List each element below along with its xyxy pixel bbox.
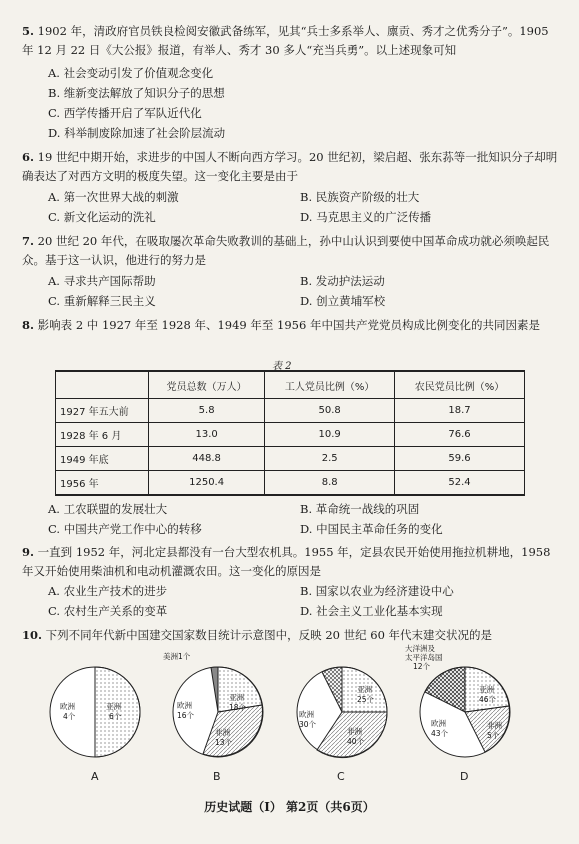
svg-text:欧洲: 欧洲 (299, 710, 314, 719)
table-cell: 1928 年 6 月 (56, 423, 149, 447)
svg-text:亚洲: 亚洲 (229, 693, 244, 702)
question-10 (22, 626, 562, 645)
question-number: 7. (22, 234, 35, 248)
option-c: C. 重新解释三民主义 (48, 294, 156, 308)
option-b: B. 维新变法解放了知识分子的思想 (48, 86, 225, 100)
svg-text:18个: 18个 (229, 703, 247, 712)
option-c: C. 农村生产关系的变革 (48, 604, 168, 618)
svg-text:美洲1个: 美洲1个 (163, 652, 191, 661)
svg-text:25个: 25个 (357, 695, 375, 704)
option-a: A. 农业生产技术的进步 (48, 584, 168, 598)
data-table (55, 370, 525, 496)
question-6 (22, 148, 562, 186)
svg-text:非洲: 非洲 (215, 728, 230, 737)
pie-chart-b (163, 650, 273, 766)
svg-text:亚洲: 亚洲 (357, 685, 372, 694)
option-b: B. 国家以农业为经济建设中心 (300, 584, 454, 598)
question-number: 9. (22, 545, 35, 559)
table-row (56, 423, 525, 447)
table-header: 农民党员比例（%） (395, 371, 525, 399)
svg-text:大洋洲及: 大洋洲及 (405, 644, 435, 653)
table-header: 工人党员比例（%） (265, 371, 395, 399)
svg-text:非洲: 非洲 (347, 727, 362, 736)
pie-label: 4个 (63, 712, 76, 721)
pie-label: 6个 (109, 712, 122, 721)
svg-text:欧洲: 欧洲 (431, 719, 446, 728)
question-number: 5. (22, 24, 35, 38)
option-c: C. 新文化运动的洗礼 (48, 210, 156, 224)
option-a: A. 社会变动引发了价值观念变化 (48, 66, 214, 80)
svg-text:非洲: 非洲 (487, 721, 502, 730)
option-b: B. 革命统一战线的巩固 (300, 502, 420, 516)
pie-chart-c (287, 662, 397, 766)
svg-text:亚洲: 亚洲 (479, 685, 494, 694)
pie-label: 欧洲 (60, 702, 75, 711)
table-cell: 5.8 (149, 399, 265, 423)
pie-letter: D (460, 770, 469, 783)
question-5 (22, 22, 562, 60)
question-stem: 20 世纪 20 年代，在吸取屡次革命失败教训的基础上，孙中山认识到要使中国革命成功就必须唤起民众。基于这一认识，他进行的努力是 (22, 234, 550, 267)
option-c: C. 西学传播开启了军队近代化 (48, 106, 202, 120)
question-stem: 19 世纪中期开始，求进步的中国人不断向西方学习。20 世纪初，梁启超、张东荪等一批知识分子却明确表达了对西方文明的极度失望。这一变化主要是由于 (22, 150, 558, 183)
pie-letter: B (213, 770, 221, 783)
table-cell: 76.6 (395, 423, 525, 447)
svg-text:43个: 43个 (431, 729, 449, 738)
option-a: A. 寻求共产国际帮助 (48, 274, 156, 288)
table-row (56, 447, 525, 471)
table-cell: 1927 年五大前 (56, 399, 149, 423)
svg-text:16个: 16个 (177, 711, 195, 720)
svg-text:太平洋岛国: 太平洋岛国 (405, 653, 443, 662)
option-d: D. 科举制废除加速了社会阶层流动 (48, 126, 226, 140)
option-b: B. 发动护法运动 (300, 274, 385, 288)
option-d: D. 社会主义工业化基本实现 (300, 604, 443, 618)
pie-letter: C (337, 770, 345, 783)
table-row (56, 399, 525, 423)
svg-text:5个: 5个 (487, 731, 500, 740)
question-stem: 1902 年，清政府官员铁良检阅安徽武备练军，见其“兵士多系举人、廪贡、秀才之优秀分子”。1905 年 12 月 22 日《大公报》报道，有举人、秀才 30 多人“充当兵勇”。以上述现象可知 (22, 24, 549, 57)
option-a: A. 第一次世界大战的刺激 (48, 190, 179, 204)
pie-chart-a (40, 662, 150, 766)
option-d: D. 中国民主革命任务的变化 (300, 522, 443, 536)
table-cell: 2.5 (265, 447, 395, 471)
svg-text:13个: 13个 (215, 738, 233, 747)
question-number: 8. (22, 318, 35, 332)
svg-text:12个: 12个 (413, 662, 431, 671)
table-cell: 1250.4 (149, 471, 265, 496)
question-stem: 一直到 1952 年，河北定县都没有一台大型农机具。1955 年，定县农民开始使用拖拉机耕地，1958 年又开始使用柴油机和电动机灌溉农田。这一变化的原因是 (22, 545, 551, 578)
question-stem: 下列不同年代新中国建交国家数目统计示意图中，反映 20 世纪 60 年代末建交状况的是 (45, 628, 493, 642)
table-cell: 50.8 (265, 399, 395, 423)
table-header (56, 371, 149, 399)
question-stem: 影响表 2 中 1927 年至 1928 年、1949 年至 1956 年中国共产党党员构成比例变化的共同因素是 (37, 318, 540, 332)
pie-chart-d (405, 644, 520, 766)
table-caption: 表 2 (272, 361, 292, 372)
option-c: C. 中国共产党工作中心的转移 (48, 522, 202, 536)
svg-text:40个: 40个 (347, 737, 365, 746)
table-cell: 18.7 (395, 399, 525, 423)
pie-label: 亚洲 (106, 702, 121, 711)
svg-text:46个: 46个 (479, 695, 497, 704)
table-cell: 10.9 (265, 423, 395, 447)
question-number: 10. (22, 628, 43, 642)
question-9 (22, 543, 562, 581)
table-header: 党员总数（万人） (149, 371, 265, 399)
table-cell: 448.8 (149, 447, 265, 471)
option-b: B. 民族资产阶级的壮大 (300, 190, 420, 204)
option-a: A. 工农联盟的发展壮大 (48, 502, 168, 516)
svg-text:30个: 30个 (299, 720, 317, 729)
table-cell: 59.6 (395, 447, 525, 471)
table-header-row (56, 371, 525, 399)
svg-text:欧洲: 欧洲 (177, 701, 192, 710)
table-cell: 1949 年底 (56, 447, 149, 471)
table-cell: 1956 年 (56, 471, 149, 496)
page-footer: 历史试题（Ⅰ） 第2页（共6页） (204, 800, 375, 814)
question-number: 6. (22, 150, 35, 164)
option-d: D. 马克思主义的广泛传播 (300, 210, 432, 224)
table-cell: 8.8 (265, 471, 395, 496)
question-7 (22, 232, 562, 270)
option-d: D. 创立黄埔军校 (300, 294, 386, 308)
question-8 (22, 316, 562, 335)
table-row (56, 471, 525, 496)
table-cell: 13.0 (149, 423, 265, 447)
table-cell: 52.4 (395, 471, 525, 496)
pie-letter: A (91, 770, 99, 783)
